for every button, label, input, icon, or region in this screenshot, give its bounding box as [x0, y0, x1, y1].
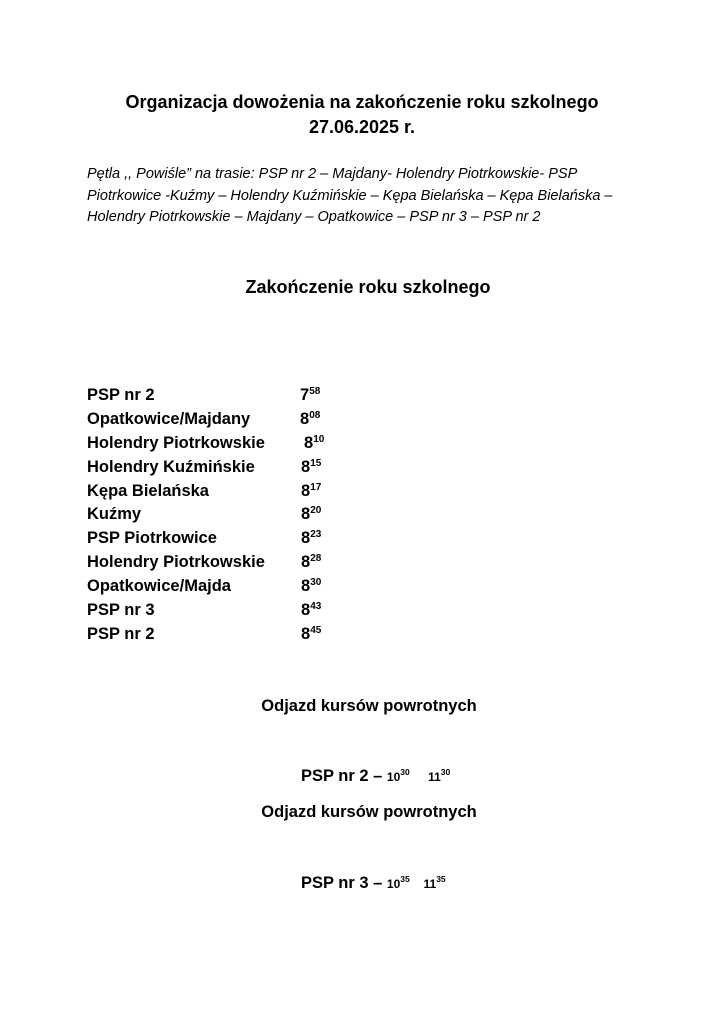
- document-title-line-1: Organizacja dowożenia na zakończenie roku szkolnego: [125, 92, 599, 112]
- departure-time: [301, 623, 321, 647]
- departure-time: [301, 575, 321, 599]
- time-minute: 28: [310, 553, 322, 565]
- time-hour: 8: [301, 577, 311, 596]
- section-title: Zakończenie roku szkolnego: [245, 277, 491, 297]
- route-line-3: Holendry Piotrkowskie – Majdany – Opatkowice – PSP nr 3 – PSP nr 2: [87, 209, 541, 225]
- stop-name: Kępa Bielańska: [87, 481, 209, 500]
- departure-time: [304, 432, 324, 456]
- stop-name: Holendry Piotrkowskie: [87, 433, 265, 452]
- return-stop-label: PSP nr 2 –: [301, 767, 383, 785]
- time-hour: 8: [301, 601, 311, 620]
- time-minute: 17: [310, 481, 322, 493]
- time-hour: 8: [301, 529, 311, 548]
- stop-name: PSP nr 2: [87, 386, 155, 404]
- time-hour: 8: [301, 553, 311, 572]
- document-title-line-2: 27.06.2025 r.: [308, 117, 416, 137]
- return-time-1: $10^{35}$: [386, 874, 410, 891]
- departure-time: [301, 503, 321, 527]
- time-minute: 45: [310, 624, 322, 636]
- time-minute: 10: [313, 433, 325, 445]
- stop-name: Holendry Piotrkowskie: [87, 553, 265, 572]
- time-minute: 08: [309, 409, 321, 421]
- departure-time: [301, 527, 321, 551]
- return-trips-heading: Odjazd kursów powrotnych: [261, 803, 477, 821]
- route-description: [87, 164, 647, 229]
- time-hour: 8: [301, 505, 311, 524]
- time-hour: 8: [304, 433, 314, 452]
- return-time-2: $11^{30}$: [428, 767, 451, 784]
- time-minute: 43: [310, 601, 322, 613]
- stop-name: Kuźmy: [87, 505, 142, 524]
- return-trips-heading: Odjazd kursów powrotnych: [261, 697, 477, 715]
- departure-time: [301, 456, 321, 480]
- time-minute: 23: [310, 529, 322, 541]
- departure-time: [301, 599, 321, 623]
- route-line-1: Pętla ,, Powiśle” na trasie: PSP nr 2 – Majdany- Holendry Piotrkowskie- PSP: [87, 166, 578, 182]
- return-stop-label: PSP nr 3 –: [301, 874, 383, 892]
- departure-time: [301, 551, 321, 575]
- time-hour: 8: [301, 457, 311, 476]
- stop-name: PSP nr 3: [87, 601, 155, 620]
- return-time-1: $10^{30}$: [386, 767, 410, 784]
- departure-time: [301, 480, 321, 504]
- time-minute: 15: [310, 457, 322, 469]
- departure-time: [300, 408, 320, 432]
- time-hour: 8: [300, 409, 310, 428]
- route-line-2: Piotrkowice -Kuźmy – Holendry Kuźmińskie – Kępa Bielańska – Kępa Bielańska –: [87, 187, 613, 204]
- time-hour: 8: [301, 481, 311, 500]
- return-time-2: $11^{35}$: [423, 874, 446, 891]
- stop-name: PSP nr 2: [87, 624, 155, 643]
- stop-name: PSP Piotrkowice: [87, 529, 217, 548]
- time-minute: 58: [309, 386, 321, 397]
- stop-name: Opatkowice/Majdany: [87, 409, 251, 428]
- time-minute: 30: [310, 577, 322, 589]
- return-departure-psp2: [301, 767, 450, 786]
- time-minute: 20: [310, 505, 322, 517]
- stop-name: Opatkowice/Majda: [87, 577, 231, 596]
- return-departure-psp3: [301, 874, 446, 893]
- departure-time: [300, 384, 320, 408]
- stop-name: Holendry Kuźmińskie: [87, 457, 255, 476]
- time-hour: 7: [300, 386, 310, 404]
- time-hour: 8: [301, 624, 311, 643]
